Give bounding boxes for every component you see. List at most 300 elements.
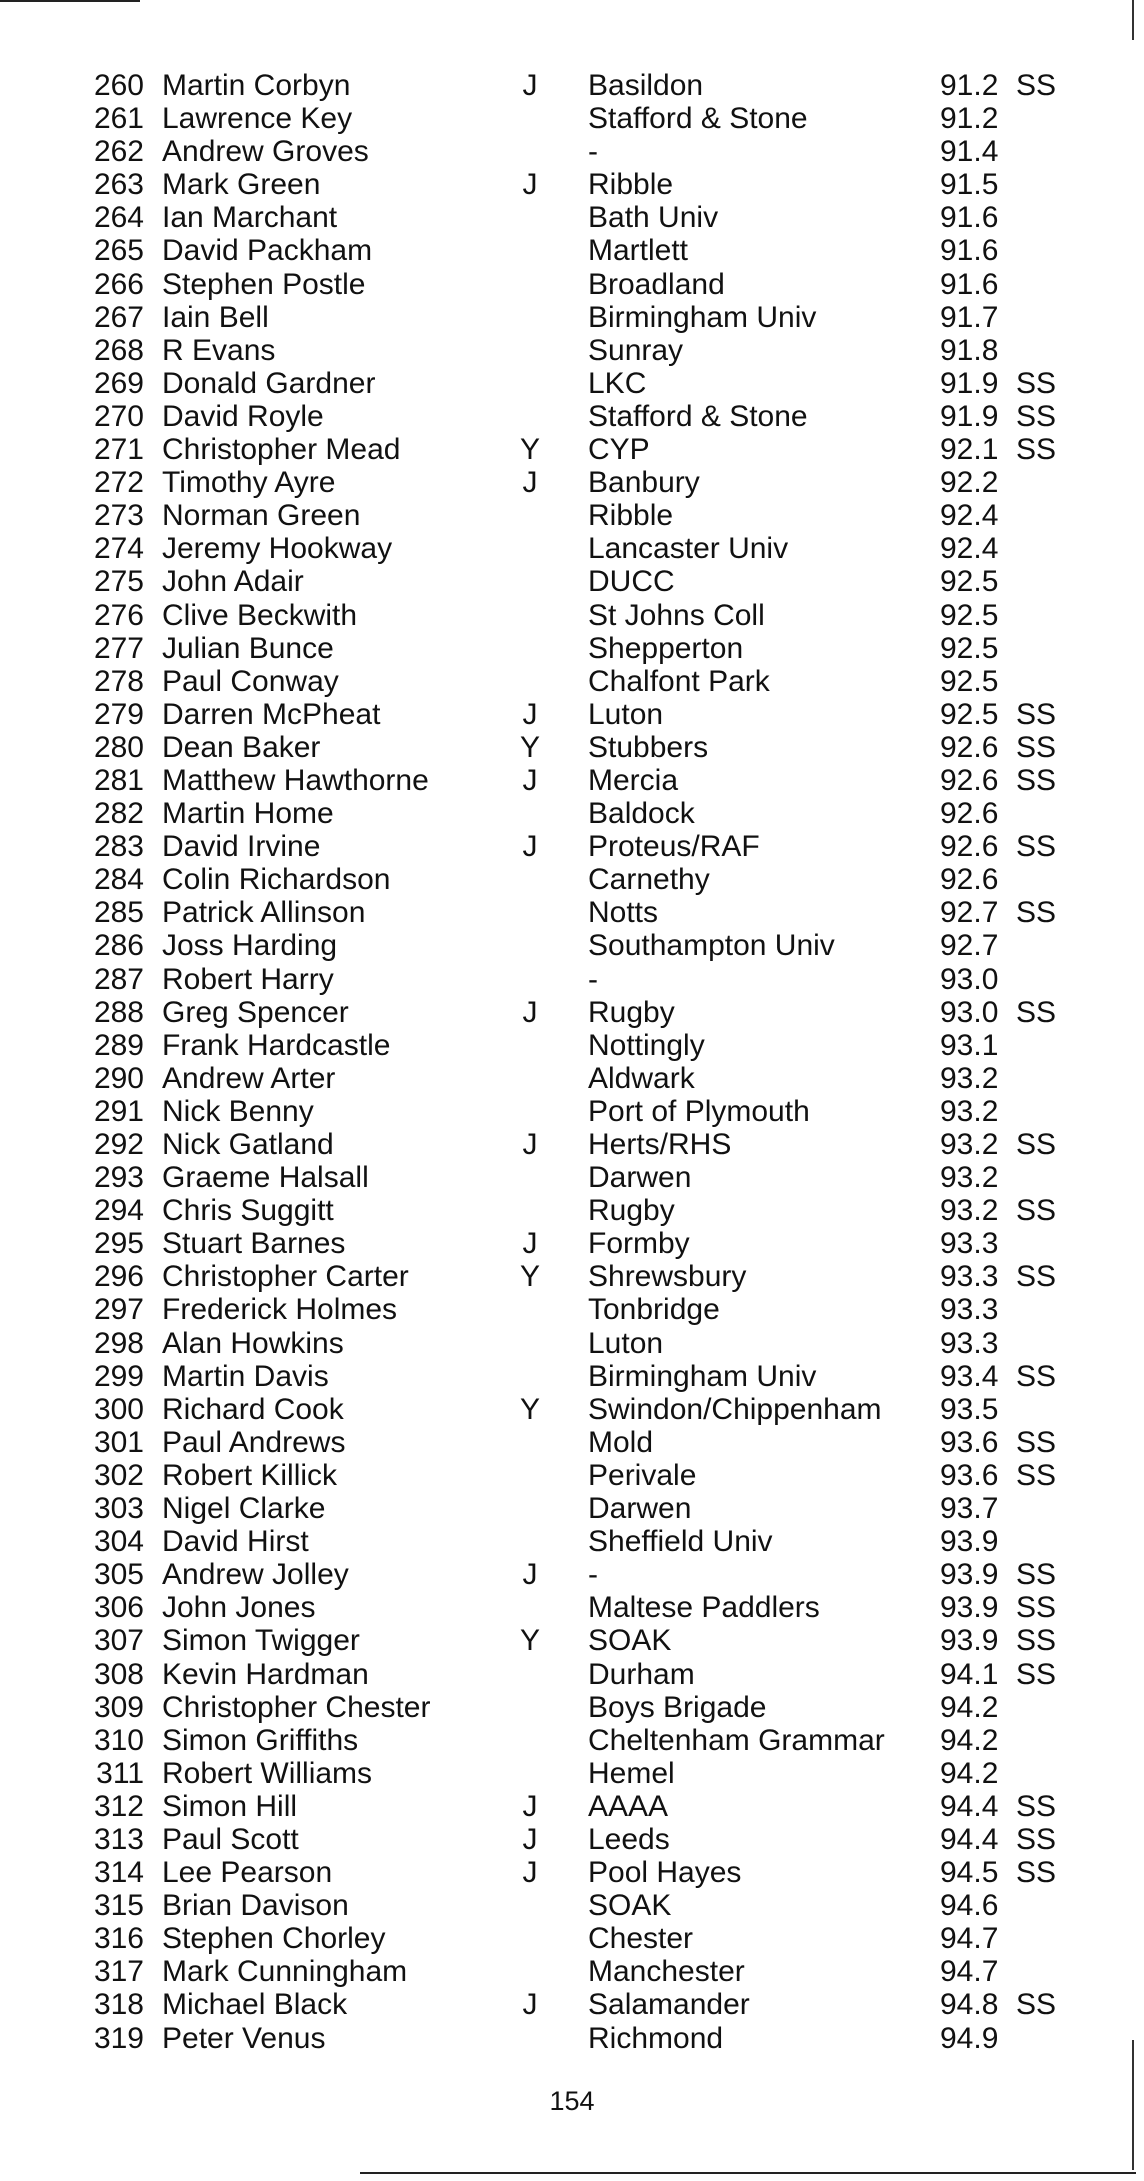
result-club: Chalfont Park [588,664,770,698]
result-category: J [522,69,538,102]
result-name: Christopher Carter [162,1260,409,1294]
result-position: 272 [93,466,144,500]
result-ss-flag: SS [1016,763,1057,797]
result-time: 93.6 [940,1425,999,1459]
result-name: Michael Black [162,1988,348,2022]
result-time: 91.8 [940,333,999,367]
result-name: Joss Harding [162,929,338,963]
result-ss-flag: SS [1016,1359,1057,1393]
result-name: Peter Venus [162,2021,326,2055]
result-name: Mark Cunningham [162,1955,408,1989]
result-row [0,1161,1144,1194]
result-position: 292 [93,1128,144,1161]
result-ss-flag: SS [1016,1657,1057,1691]
result-ss-flag: SS [1016,1591,1057,1625]
result-time: 93.3 [940,1260,999,1294]
result-row [0,599,1144,632]
result-position: 301 [93,1425,144,1459]
result-position: 289 [93,1028,144,1062]
result-row [0,1922,1144,1955]
result-ss-flag: SS [1016,1789,1057,1823]
result-position: 311 [96,1756,144,1790]
result-club: Aldwark [588,1061,695,1095]
result-row [0,963,1144,996]
result-row [0,1823,1144,1856]
result-time: 93.7 [940,1492,999,1526]
result-time: 94.4 [940,1822,999,1856]
result-time: 92.5 [940,565,999,599]
result-category: J [522,1789,538,1823]
result-position: 290 [93,1061,144,1095]
result-club: Herts/RHS [588,1128,732,1161]
result-name: Kevin Hardman [162,1657,369,1691]
result-time: 94.7 [940,1922,999,1956]
result-row [0,466,1144,499]
result-position: 284 [93,863,144,897]
result-row [0,1790,1144,1823]
result-club: Cheltenham Grammar [588,1723,885,1757]
result-name: Robert Harry [162,962,334,996]
result-ss-flag: SS [1016,830,1057,864]
result-row [0,1327,1144,1360]
result-position: 277 [93,631,144,665]
result-position: 300 [93,1392,144,1426]
result-position: 316 [93,1922,144,1956]
result-row [0,797,1144,830]
result-name: Stephen Postle [162,267,366,301]
result-row [0,1194,1144,1227]
result-time: 93.3 [940,1293,999,1327]
result-club: Mercia [588,763,679,797]
result-club: Hemel [588,1756,675,1790]
result-ss-flag: SS [1016,1128,1057,1161]
result-category: Y [519,1260,540,1294]
result-ss-flag: SS [1016,697,1057,731]
result-club: Birmingham Univ [588,1359,817,1393]
result-club: Shepperton [588,631,744,665]
result-position: 313 [93,1822,144,1856]
result-name: Stephen Chorley [162,1922,386,1956]
result-club: Richmond [588,2021,724,2055]
result-club: Banbury [588,466,700,500]
result-name: Stuart Barnes [162,1227,346,1261]
result-time: 92.5 [940,631,999,665]
result-row [0,764,1144,797]
scan-edge-right [1132,0,1134,40]
result-time: 94.9 [940,2021,999,2055]
result-name: Paul Scott [162,1822,299,1856]
result-row [0,731,1144,764]
result-category: Y [519,433,540,467]
result-time: 93.3 [940,1326,999,1360]
result-time: 93.6 [940,1458,999,1492]
result-club: Boys Brigade [588,1690,767,1724]
result-club: Basildon [588,69,704,102]
result-club: LKC [588,366,647,400]
result-row [0,499,1144,532]
result-position: 296 [93,1260,144,1294]
result-position: 305 [93,1558,144,1592]
result-category: J [522,697,538,731]
result-row [0,665,1144,698]
result-time: 92.6 [940,830,999,864]
result-position: 274 [93,532,144,566]
result-position: 269 [93,366,144,400]
result-club: Darwen [588,1161,692,1195]
result-club: AAAA [588,1789,669,1823]
result-name: Graeme Halsall [162,1161,369,1195]
result-name: Matthew Hawthorne [162,763,429,797]
result-name: John Adair [162,565,304,599]
result-time: 93.0 [940,995,999,1029]
result-row [0,1227,1144,1260]
result-position: 318 [93,1988,144,2022]
result-time: 94.7 [940,1955,999,1989]
result-name: Martin Corbyn [162,69,351,102]
result-row [0,234,1144,267]
result-row [0,2022,1144,2055]
result-time: 93.5 [940,1392,999,1426]
result-name: John Jones [162,1591,316,1625]
result-position: 303 [93,1492,144,1526]
result-time: 93.2 [940,1094,999,1128]
result-position: 304 [93,1525,144,1559]
result-time: 92.6 [940,730,999,764]
result-name: Dean Baker [162,730,321,764]
result-name: Richard Cook [162,1392,344,1426]
result-club: - [588,962,598,996]
result-time: 93.9 [940,1591,999,1625]
result-row [0,996,1144,1029]
result-name: Patrick Allinson [162,896,366,930]
result-club: Formby [588,1227,690,1261]
result-category: J [522,1988,538,2022]
result-position: 271 [93,433,144,467]
result-category: Y [519,730,540,764]
result-ss-flag: SS [1016,1558,1057,1592]
result-position: 306 [93,1591,144,1625]
result-club: Nottingly [588,1028,705,1062]
result-name: David Packham [162,234,373,268]
result-position: 302 [93,1458,144,1492]
result-time: 92.4 [940,499,999,533]
result-position: 310 [93,1723,144,1757]
result-row [0,400,1144,433]
result-name: Christopher Mead [162,433,401,467]
result-row [0,1856,1144,1889]
result-name: Simon Twigger [162,1624,360,1658]
result-time: 91.9 [940,366,999,400]
result-club: Shrewsbury [588,1260,747,1294]
result-position: 276 [93,598,144,632]
result-row [0,1724,1144,1757]
result-name: David Hirst [162,1525,309,1559]
result-position: 268 [93,333,144,367]
result-club: Proteus/RAF [588,830,760,864]
result-time: 93.9 [940,1558,999,1592]
results-list [0,69,1144,2055]
result-position: 307 [93,1624,144,1658]
result-position: 267 [93,300,144,334]
result-row [0,1360,1144,1393]
result-ss-flag: SS [1016,366,1057,400]
result-time: 93.1 [940,1028,999,1062]
result-row [0,1293,1144,1326]
result-name: Alan Howkins [162,1326,344,1360]
result-position: 287 [93,962,144,996]
result-position: 295 [93,1227,144,1261]
result-name: Timothy Ayre [162,466,336,500]
result-category: J [522,466,538,500]
result-position: 293 [93,1161,144,1195]
result-row [0,135,1144,168]
result-position: 260 [93,69,144,102]
result-name: David Royle [162,399,324,433]
result-row [0,1889,1144,1922]
result-row [0,1955,1144,1988]
result-position: 317 [93,1955,144,1989]
result-row [0,1525,1144,1558]
result-row [0,1260,1144,1293]
result-name: Simon Hill [162,1789,298,1823]
result-time: 93.2 [940,1061,999,1095]
result-position: 279 [93,697,144,731]
result-club: Maltese Paddlers [588,1591,820,1625]
result-position: 264 [93,201,144,235]
result-category: J [522,1227,538,1261]
result-time: 92.4 [940,532,999,566]
result-category: J [522,1822,538,1856]
result-position: 319 [93,2021,144,2055]
result-club: SOAK [588,1889,672,1923]
result-name: Lee Pearson [162,1856,333,1890]
result-time: 93.0 [940,962,999,996]
result-name: Darren McPheat [162,697,381,731]
result-name: Nick Gatland [162,1128,334,1161]
result-category: J [522,168,538,202]
result-club: Bath Univ [588,201,719,235]
result-position: 297 [93,1293,144,1327]
result-time: 94.2 [940,1756,999,1790]
scan-edge-top [0,0,140,2]
result-position: 315 [93,1889,144,1923]
result-name: Andrew Arter [162,1061,336,1095]
result-time: 92.5 [940,697,999,731]
result-ss-flag: SS [1016,1425,1057,1459]
result-time: 92.6 [940,863,999,897]
result-row [0,565,1144,598]
result-ss-flag: SS [1016,995,1057,1029]
result-row [0,1558,1144,1591]
result-category: J [522,830,538,864]
result-time: 92.1 [940,433,999,467]
result-row [0,1988,1144,2021]
result-category: J [522,763,538,797]
result-ss-flag: SS [1016,433,1057,467]
result-row [0,1128,1144,1161]
result-club: - [588,135,598,169]
result-time: 91.2 [940,69,999,102]
result-club: Stafford & Stone [588,399,808,433]
result-club: Rugby [588,995,675,1029]
result-position: 299 [93,1359,144,1393]
result-position: 273 [93,499,144,533]
result-ss-flag: SS [1016,1458,1057,1492]
result-time: 93.9 [940,1624,999,1658]
result-category: J [522,995,538,1029]
result-row [0,1658,1144,1691]
result-name: R Evans [162,333,276,367]
result-time: 91.6 [940,201,999,235]
result-club: CYP [588,433,650,467]
result-ss-flag: SS [1016,896,1057,930]
result-club: Rugby [588,1194,675,1228]
result-name: Colin Richardson [162,863,391,897]
result-time: 92.6 [940,797,999,831]
result-row [0,1591,1144,1624]
result-position: 265 [93,234,144,268]
result-position: 291 [93,1094,144,1128]
result-category: J [522,1558,538,1592]
result-position: 314 [93,1856,144,1890]
result-club: Port of Plymouth [588,1094,810,1128]
result-time: 94.8 [940,1988,999,2022]
result-name: Donald Gardner [162,366,376,400]
result-ss-flag: SS [1016,1856,1057,1890]
result-row [0,532,1144,565]
result-name: Jeremy Hookway [162,532,393,566]
result-position: 294 [93,1194,144,1228]
result-position: 275 [93,565,144,599]
result-club: SOAK [588,1624,672,1658]
result-club: Ribble [588,499,674,533]
result-name: Nigel Clarke [162,1492,326,1526]
result-name: Nick Benny [162,1094,314,1128]
result-club: Baldock [588,797,695,831]
result-ss-flag: SS [1016,399,1057,433]
result-club: Leeds [588,1822,670,1856]
result-time: 93.2 [940,1161,999,1195]
result-row [0,1459,1144,1492]
result-name: Chris Suggitt [162,1194,334,1228]
result-row [0,863,1144,896]
result-position: 286 [93,929,144,963]
result-club: - [588,1558,598,1592]
result-club: Carnethy [588,863,710,897]
result-name: Clive Beckwith [162,598,358,632]
result-club: Ribble [588,168,674,202]
result-name: Robert Williams [162,1756,373,1790]
result-position: 280 [93,730,144,764]
result-position: 262 [93,135,144,169]
result-name: Paul Andrews [162,1425,346,1459]
result-time: 93.2 [940,1128,999,1161]
result-ss-flag: SS [1016,69,1057,102]
result-row [0,1062,1144,1095]
result-club: Chester [588,1922,694,1956]
result-name: Mark Green [162,168,321,202]
result-row [0,1393,1144,1426]
result-club: St Johns Coll [588,598,765,632]
result-name: Julian Bunce [162,631,334,665]
result-name: Ian Marchant [162,201,338,235]
result-position: 285 [93,896,144,930]
result-position: 312 [93,1789,144,1823]
result-club: Sunray [588,333,684,367]
result-time: 91.6 [940,234,999,268]
result-row [0,301,1144,334]
result-time: 91.5 [940,168,999,202]
result-time: 92.5 [940,598,999,632]
result-name: Frederick Holmes [162,1293,398,1327]
result-time: 94.6 [940,1889,999,1923]
result-position: 283 [93,830,144,864]
result-row [0,1757,1144,1790]
result-club: Manchester [588,1955,745,1989]
result-row [0,830,1144,863]
result-club: Southampton Univ [588,929,835,963]
result-club: Sheffield Univ [588,1525,773,1559]
result-category: J [522,1128,538,1161]
result-time: 91.7 [940,300,999,334]
result-name: Robert Killick [162,1458,338,1492]
result-row [0,1426,1144,1459]
result-category: Y [519,1624,540,1658]
result-row [0,896,1144,929]
result-name: Andrew Jolley [162,1558,349,1592]
result-position: 298 [93,1326,144,1360]
result-row [0,698,1144,731]
result-time: 93.3 [940,1227,999,1261]
result-time: 92.5 [940,664,999,698]
result-position: 309 [93,1690,144,1724]
result-row [0,334,1144,367]
result-club: Luton [588,1326,664,1360]
result-time: 93.2 [940,1194,999,1228]
result-club: Perivale [588,1458,697,1492]
result-club: Durham [588,1657,695,1691]
result-name: Martin Home [162,797,334,831]
result-row [0,102,1144,135]
result-time: 92.7 [940,896,999,930]
result-club: Luton [588,697,664,731]
result-row [0,433,1144,466]
result-name: Brian Davison [162,1889,349,1923]
result-time: 91.4 [940,135,999,169]
result-name: Simon Griffiths [162,1723,359,1757]
result-name: Frank Hardcastle [162,1028,391,1062]
result-position: 278 [93,664,144,698]
result-name: Lawrence Key [162,102,353,136]
result-time: 94.2 [940,1690,999,1724]
result-time: 93.9 [940,1525,999,1559]
result-category: J [522,1856,538,1890]
result-club: Tonbridge [588,1293,720,1327]
page-number: 154 [549,2086,595,2116]
result-row [0,69,1144,102]
result-club: Broadland [588,267,725,301]
result-position: 282 [93,797,144,831]
result-time: 92.7 [940,929,999,963]
result-name: Norman Green [162,499,361,533]
result-time: 94.4 [940,1789,999,1823]
result-time: 92.6 [940,763,999,797]
result-row [0,268,1144,301]
result-category: Y [519,1392,540,1426]
result-club: Swindon/Chippenham [588,1392,882,1426]
result-name: David Irvine [162,830,321,864]
result-club: Martlett [588,234,689,268]
